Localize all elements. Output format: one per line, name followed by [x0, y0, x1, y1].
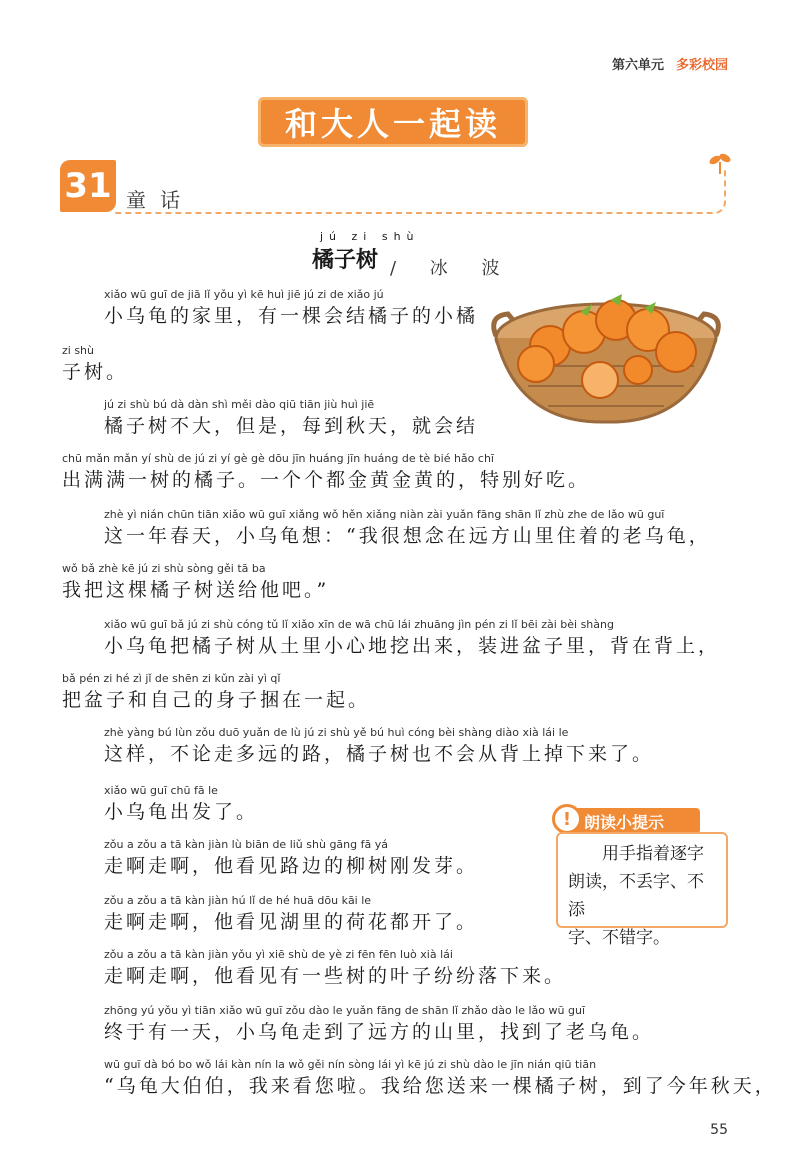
- text-line: bǎ pén zi hé zì jǐ de shēn zi kǔn zài yì qǐ 把盆子和自己的身子捆在一起。: [62, 672, 371, 711]
- text-line: wǒ bǎ zhè kē jú zi shù sòng gěi tā ba 我把这棵橘子树送给他吧。”: [62, 562, 330, 601]
- unit-label: 第六单元: [611, 58, 664, 73]
- text-line: xiǎo wū guī chū fā le 小乌龟出发了。: [104, 784, 259, 823]
- tip-line: 字、不错字。: [568, 928, 670, 948]
- reading-tip-label: 朗读小提示: [560, 808, 700, 834]
- dashed-frame: [114, 170, 726, 214]
- text-line: zǒu a zǒu a tā kàn jiàn yǒu yì xiē shù de yè zi fēn fēn luò xià lái 走啊走啊，他看见有一些树的叶子纷纷落下来。: [104, 948, 567, 987]
- text-line: chū mǎn mǎn yí shù de jú zi yí gè gè dōu jīn huáng jīn huáng de tè bié hǎo chī 出满满一树的橘子。一个个都金黄金黄的，特别好吃。: [62, 452, 591, 491]
- reading-tip-box: [556, 832, 728, 948]
- text-line: xiǎo wū guī de jiā lǐ yǒu yì kē huì jiē jú zi de xiǎo jú 小乌龟的家里，有一棵会结橘子的小橘: [104, 288, 479, 327]
- lesson-number: 31: [60, 160, 116, 212]
- text-line: zi shù 子树。: [62, 344, 129, 383]
- text-line: wū guī dà bó bo wǒ lái kàn nín la wǒ gěi nín sòng lái yì kē jú zi shù dào le jīn nián qiū tiān “乌龟大伯伯，我来看您啦。我给您送来一棵橘子树，到了今年秋天，: [104, 1058, 777, 1097]
- tip-line: 朗读，不丢字、不添: [568, 872, 704, 920]
- exclamation-icon: !: [552, 804, 582, 834]
- text-line: xiǎo wū guī bǎ jú zi shù cóng tǔ lǐ xiǎo xīn de wā chū lái zhuāng jìn pén zi lǐ bēi zài bèi shàng 小乌龟把橘子树从土里小心地挖出来，装进盆子里，背在背上，: [104, 618, 721, 657]
- author: / 冰 波: [390, 258, 514, 279]
- text-line: jú zi shù bú dà dàn shì měi dào qiū tiān jiù huì jiē 橘子树不大，但是，每到秋天，就会结: [104, 398, 479, 437]
- unit-header: [612, 54, 728, 73]
- sprout-icon: [708, 152, 732, 174]
- read-together-banner: 和大人一起读: [258, 97, 528, 147]
- unit-theme: 多彩校园: [675, 58, 728, 73]
- text-line: zǒu a zǒu a tā kàn jiàn hú lǐ de hé huā dōu kāi le 走啊走啊，他看见湖里的荷花都开了。: [104, 894, 479, 933]
- page-number: 55: [710, 1122, 728, 1138]
- text-line: zhè yàng bú lùn zǒu duō yuǎn de lù jú zi shù yě bú huì cóng bèi shàng diào xià lái le 这样，不论走多远的路，橘子树也不会从背上掉下来了。: [104, 726, 655, 765]
- orange-basket-illustration: [488, 286, 724, 426]
- lesson-genre: 童话: [126, 188, 194, 212]
- title-pinyin: jú zi shù: [320, 230, 420, 243]
- text-line: zǒu a zǒu a tā kàn jiàn lù biān de liǔ shù gāng fā yá 走啊走啊，他看见路边的柳树刚发芽。: [104, 838, 479, 877]
- text-line: zhōng yú yǒu yì tiān xiǎo wū guī zǒu dào le yuǎn fāng de shān lǐ zhǎo dào le lǎo wū guī 终于有一天，小乌龟走到了远方的山里，找到了老乌龟。: [104, 1004, 655, 1043]
- title-text: 橘子树: [312, 247, 379, 273]
- text-line: zhè yì nián chūn tiān xiǎo wū guī xiǎng wǒ hěn xiǎng niàn zài yuǎn fāng shān lǐ zhù zhe de lǎo wū guī 这一年春天，小乌龟想：“我很想念在远方山里住着的老乌龟，: [104, 508, 711, 547]
- tip-line: 用手指着逐字: [602, 844, 704, 864]
